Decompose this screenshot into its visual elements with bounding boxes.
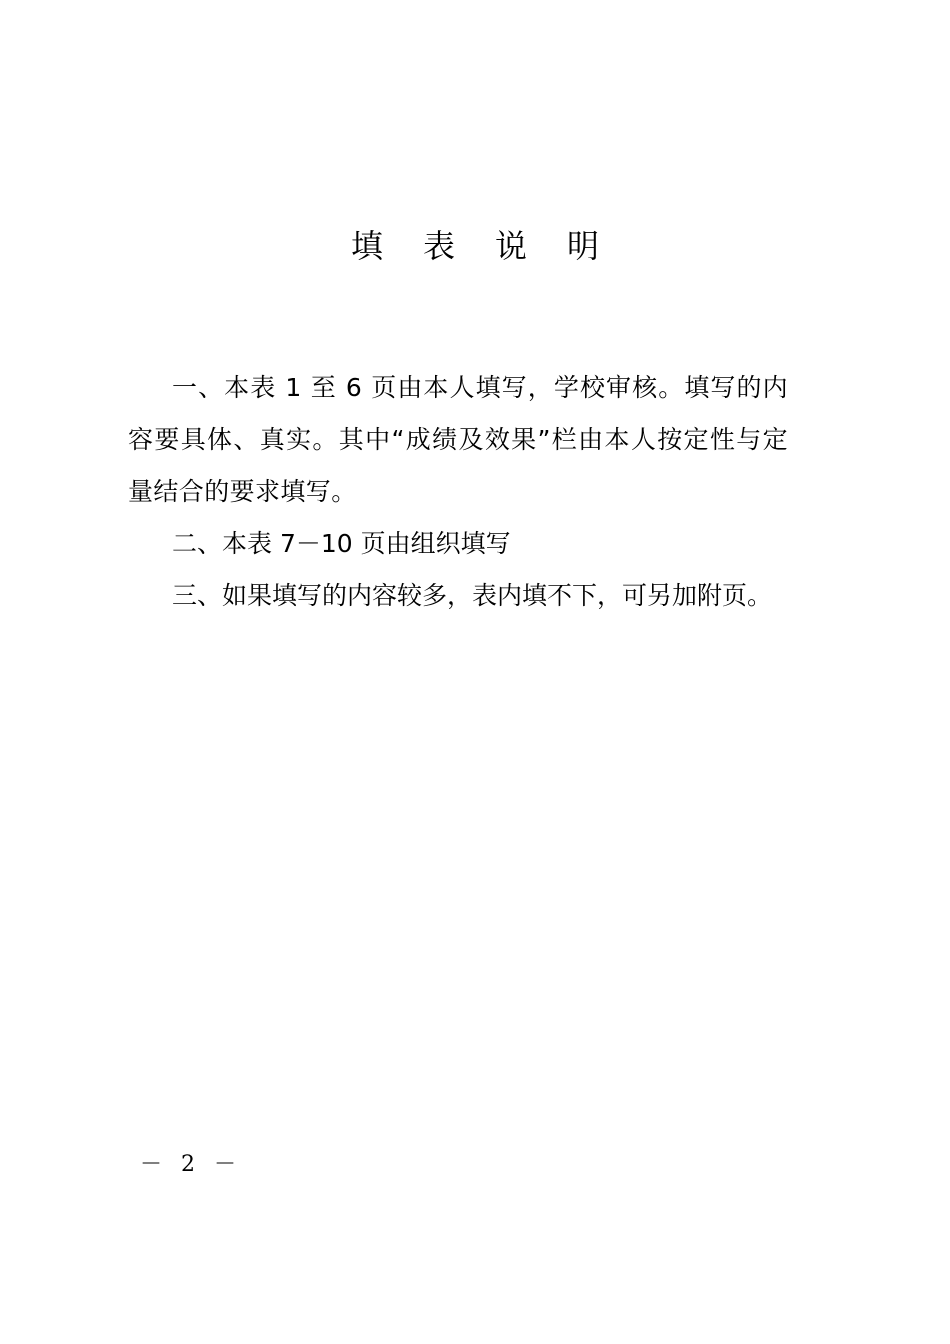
page-number: － 2 － bbox=[140, 1152, 242, 1177]
instructions-body bbox=[128, 362, 788, 622]
instruction-paragraph-1: 一、本表 1 至 6 页由本人填写，学校审核。填写的内容要具体、真实。其中“成绩及效果”栏由本人按定性与定量结合的要求填写。 bbox=[128, 373, 788, 506]
page-title: 填表说明 bbox=[350, 227, 639, 265]
instruction-paragraph-3: 三、如果填写的内容较多，表内填不下，可另加附页。 bbox=[172, 581, 773, 610]
instruction-paragraph-2: 二、本表 7－10 页由组织填写 bbox=[172, 529, 511, 558]
